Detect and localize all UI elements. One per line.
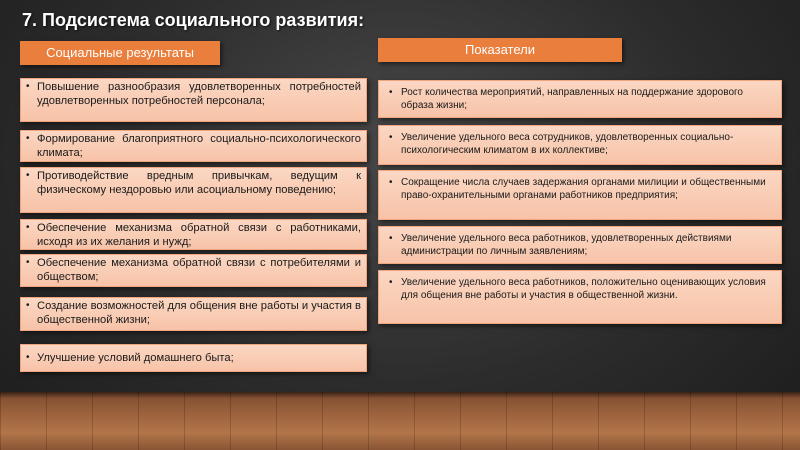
result-text: Повышение разнообразия удовлетворенных потребностей удовлетворенных потребностей персонала;	[37, 81, 361, 107]
result-item	[20, 297, 367, 331]
indicator-text: Увеличение удельного веса сотрудников, удовлетворенных социально-психологическим климатом в их коллективе;	[401, 132, 734, 156]
indicator-text: Увеличение удельного веса работников, удовлетворенных действиями администрации по личным заявлениям;	[401, 233, 732, 257]
result-text: Противодействие вредным привычкам, ведущим к физическому нездоровью или асоциальному поведению;	[37, 170, 361, 196]
slide-title: 7. Подсистема социального развития:	[22, 10, 365, 30]
indicator-item	[378, 270, 782, 324]
indicators-header: Показатели	[378, 38, 622, 62]
indicator-text: Увеличение удельного веса работников, положительно оценивающих условия для общения вне работы и участия в общественной жизни.	[401, 277, 766, 301]
result-text: Обеспечение механизма обратной связи с потребителями и обществом;	[37, 257, 361, 283]
bullet-icon: •	[26, 170, 30, 181]
indicator-item	[378, 80, 782, 118]
bullet-icon: •	[26, 257, 30, 268]
bullet-icon: •	[389, 233, 393, 244]
result-item	[20, 167, 367, 213]
bullet-icon: •	[389, 132, 393, 143]
wooden-floor	[0, 392, 800, 450]
bullet-icon: •	[389, 87, 393, 98]
result-text: Обеспечение механизма обратной связи с работниками, исходя из их желания и нужд;	[37, 222, 361, 248]
bullet-icon: •	[389, 177, 393, 188]
result-item	[20, 78, 367, 122]
result-text: Формирование благоприятного социально-психологического климата;	[37, 133, 361, 159]
bullet-icon: •	[26, 300, 30, 311]
result-text: Создание возможностей для общения вне работы и участия в общественной жизни;	[37, 300, 361, 326]
result-item	[20, 254, 367, 287]
results-header: Социальные результаты	[20, 41, 220, 65]
indicator-item	[378, 125, 782, 165]
bullet-icon: •	[26, 352, 30, 363]
result-item	[20, 130, 367, 162]
bullet-icon: •	[389, 277, 393, 288]
bullet-icon: •	[26, 133, 30, 144]
bullet-icon: •	[26, 222, 30, 233]
indicator-item	[378, 226, 782, 264]
result-item	[20, 344, 367, 372]
indicator-item	[378, 170, 782, 220]
bullet-icon: •	[26, 81, 30, 92]
indicator-text: Рост количества мероприятий, направленных на поддержание здорового образа жизни;	[401, 87, 743, 111]
indicator-text: Сокращение числа случаев задержания органами милиции и общественными право-охранительными органами работников предприятия;	[401, 177, 766, 201]
result-item	[20, 219, 367, 250]
result-text: Улучшение условий домашнего быта;	[37, 352, 234, 364]
